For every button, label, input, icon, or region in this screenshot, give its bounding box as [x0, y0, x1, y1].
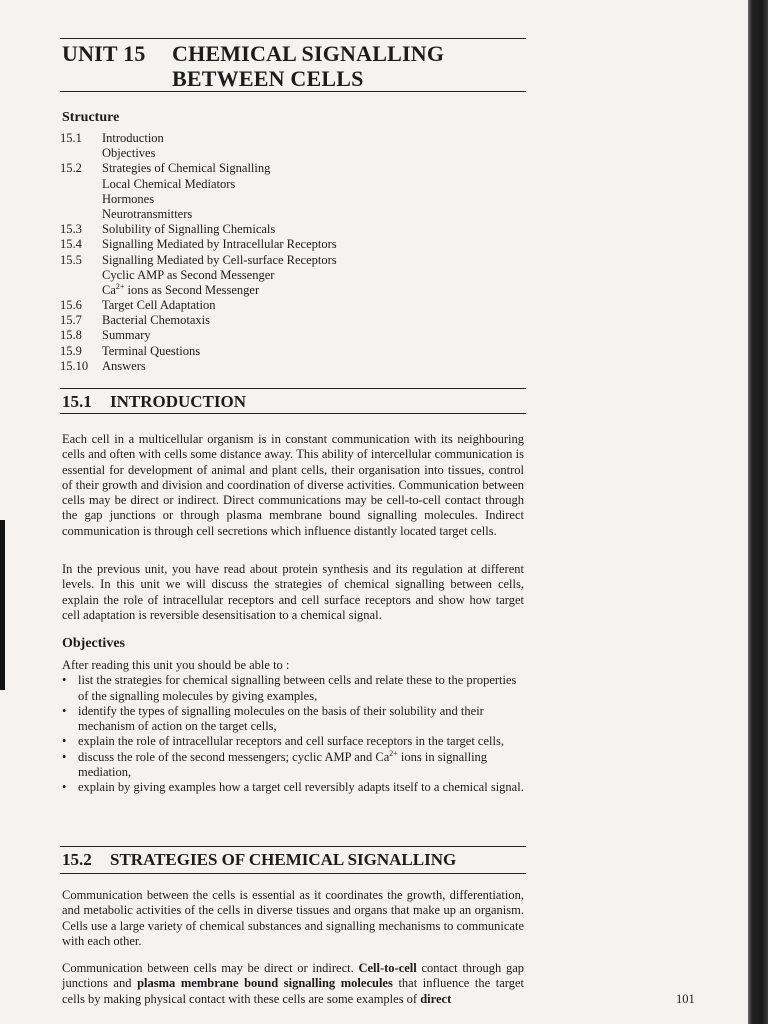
toc-item-title: Neurotransmitters: [102, 206, 193, 221]
section-15-1-bottom-rule: [60, 413, 526, 414]
toc-item: [60, 222, 520, 237]
section-15-2-top-rule: [60, 846, 526, 847]
table-of-contents: [60, 131, 520, 374]
section-title: INTRODUCTION: [110, 392, 247, 411]
toc-item-title: Cyclic AMP as Second Messenger: [102, 267, 275, 282]
toc-item: [60, 192, 520, 207]
toc-item-number: 15.2: [60, 161, 82, 176]
bold-term-direct: direct: [420, 991, 452, 1006]
bullet-icon: •: [62, 749, 67, 764]
section-15-1-heading: [62, 392, 246, 412]
toc-item-title: $Ca^{2+}$ ions as Second Messenger: [102, 281, 260, 297]
toc-item-title: Strategies of Chemical Signalling: [102, 161, 271, 176]
toc-item: [60, 161, 520, 176]
unit-title-line1: CHEMICAL SIGNALLING: [172, 41, 445, 66]
toc-item: [60, 298, 520, 313]
objective-item: [62, 750, 524, 781]
scan-dark-edge: [748, 0, 768, 1024]
toc-item-number: 15.9: [60, 343, 82, 358]
unit-title-line2: BETWEEN CELLS: [172, 66, 364, 91]
toc-item-title: Summary: [102, 328, 151, 343]
objective-item: [62, 780, 524, 795]
section-15-2-heading: [62, 850, 456, 870]
toc-item: [60, 177, 520, 192]
intro-paragraph-1: Each cell in a multicellular organism is in constant communication with its neighbouring cells and often with cells some distance away. This ability of intercellular communication is essential for development of animal and plant cells, their organisation into tissues, control of their growth and division and coordination of diverse activities. Communication between cells may be direct or indirect. Direct communications may be cell-to-cell contact through the gap junctions or through plasma membrane bound signalling molecules. Indirect communication is through cell secretions which influence distantly located target cells.: [62, 432, 524, 538]
page-number: 101: [676, 992, 695, 1006]
bullet-icon: •: [62, 703, 67, 718]
bullet-icon: •: [62, 734, 67, 749]
section-15-1-top-rule: [60, 388, 526, 389]
toc-item-number: 15.6: [60, 298, 82, 313]
toc-item-number: 15.3: [60, 222, 82, 237]
objectives-list: [62, 658, 524, 796]
unit-number: UNIT 15: [62, 41, 146, 66]
toc-item: [60, 268, 520, 283]
toc-item-number: 15.7: [60, 313, 82, 328]
objectives-intro: After reading this unit you should be able to :: [62, 658, 290, 672]
objective-item: [62, 734, 524, 749]
toc-item: [60, 253, 520, 268]
toc-item-number: 15.4: [60, 237, 82, 252]
toc-item-number: 15.8: [60, 328, 82, 343]
toc-item-title: Target Cell Adaptation: [102, 298, 216, 313]
objective-text: discuss the role of the second messengers; cyclic AMP and $Ca^{2+}$ ions in signalling mediation,: [78, 748, 488, 780]
toc-item: [60, 359, 520, 374]
objectives-heading: Objectives: [62, 636, 125, 651]
objective-item: [62, 673, 524, 704]
scan-left-edge: [0, 520, 5, 690]
section-15-2-bottom-rule: [60, 873, 526, 874]
section-number: 15.1: [62, 392, 92, 411]
toc-item-title: Bacterial Chemotaxis: [102, 313, 210, 328]
objective-text: explain the role of intracellular receptors and cell surface receptors in the target cells,: [78, 734, 504, 749]
bullet-icon: •: [62, 673, 67, 688]
objective-text: identify the types of signalling molecules on the basis of their solubility and their mechanism of action on the target cells,: [78, 703, 484, 734]
toc-item-title: Solubility of Signalling Chemicals: [102, 222, 276, 237]
strategies-paragraph-2: [62, 961, 524, 1007]
bold-term-cell-to-cell: Cell-to-cell: [358, 961, 417, 975]
toc-item-title: Local Chemical Mediators: [102, 176, 236, 191]
toc-item-title: Answers: [102, 358, 146, 373]
unit-heading-rule: [60, 91, 526, 92]
toc-item: [60, 131, 520, 146]
toc-item-title: Signalling Mediated by Cell-surface Receptors: [102, 252, 337, 267]
toc-item-title: Objectives: [102, 146, 156, 161]
text-run: that influence the target cells by making physical contact with these cells are some examples of: [62, 976, 524, 1006]
objective-text: explain by giving examples how a target cell reversibly adapts itself to a chemical signal.: [78, 780, 524, 795]
bullet-icon: •: [62, 780, 67, 795]
objective-item: [62, 704, 524, 735]
toc-item-number: 15.1: [60, 131, 82, 145]
toc-item: [60, 328, 520, 343]
toc-item-title: Terminal Questions: [102, 343, 201, 358]
toc-item: [60, 344, 520, 359]
toc-item: [60, 207, 520, 222]
text-run: contact through gap junctions and: [62, 961, 524, 991]
toc-item-title: Hormones: [102, 191, 155, 206]
toc-item-title: Introduction: [102, 131, 164, 145]
toc-item: [60, 146, 520, 161]
section-number: 15.2: [62, 850, 92, 869]
toc-item-number: 15.5: [60, 252, 82, 267]
toc-item: [60, 313, 520, 328]
top-rule: [60, 38, 526, 39]
toc-item-title: Signalling Mediated by Intracellular Receptors: [102, 237, 337, 252]
objective-text: list the strategies for chemical signalling between cells and relate these to the properties of the signalling molecules by giving examples,: [78, 673, 517, 703]
text-run: Communication between cells may be direct or indirect.: [62, 961, 359, 975]
structure-label: Structure: [62, 110, 120, 125]
bold-term-membrane-molecules: plasma membrane bound signalling molecules: [137, 976, 393, 991]
section-title: STRATEGIES OF CHEMICAL SIGNALLING: [110, 850, 457, 869]
toc-item: [60, 237, 520, 252]
toc-item-number: 15.10: [60, 358, 89, 373]
strategies-paragraph-1: Communication between the cells is essential as it coordinates the growth, differentiation, and metabolic activities of the cells in diverse tissues and organs that make up an organism. Cells use a large variety of chemical substances and signalling mechanisms to communicate with each other.: [62, 888, 524, 948]
intro-paragraph-2: In the previous unit, you have read about protein synthesis and its regulation at different levels. In this unit we will discuss the strategies of chemical signalling between cells, explain the role of intracellular receptors and cell surface receptors and show how target cell adaptation is reversible desensitisation to a chemical signal.: [62, 562, 524, 622]
toc-item: [60, 283, 520, 298]
